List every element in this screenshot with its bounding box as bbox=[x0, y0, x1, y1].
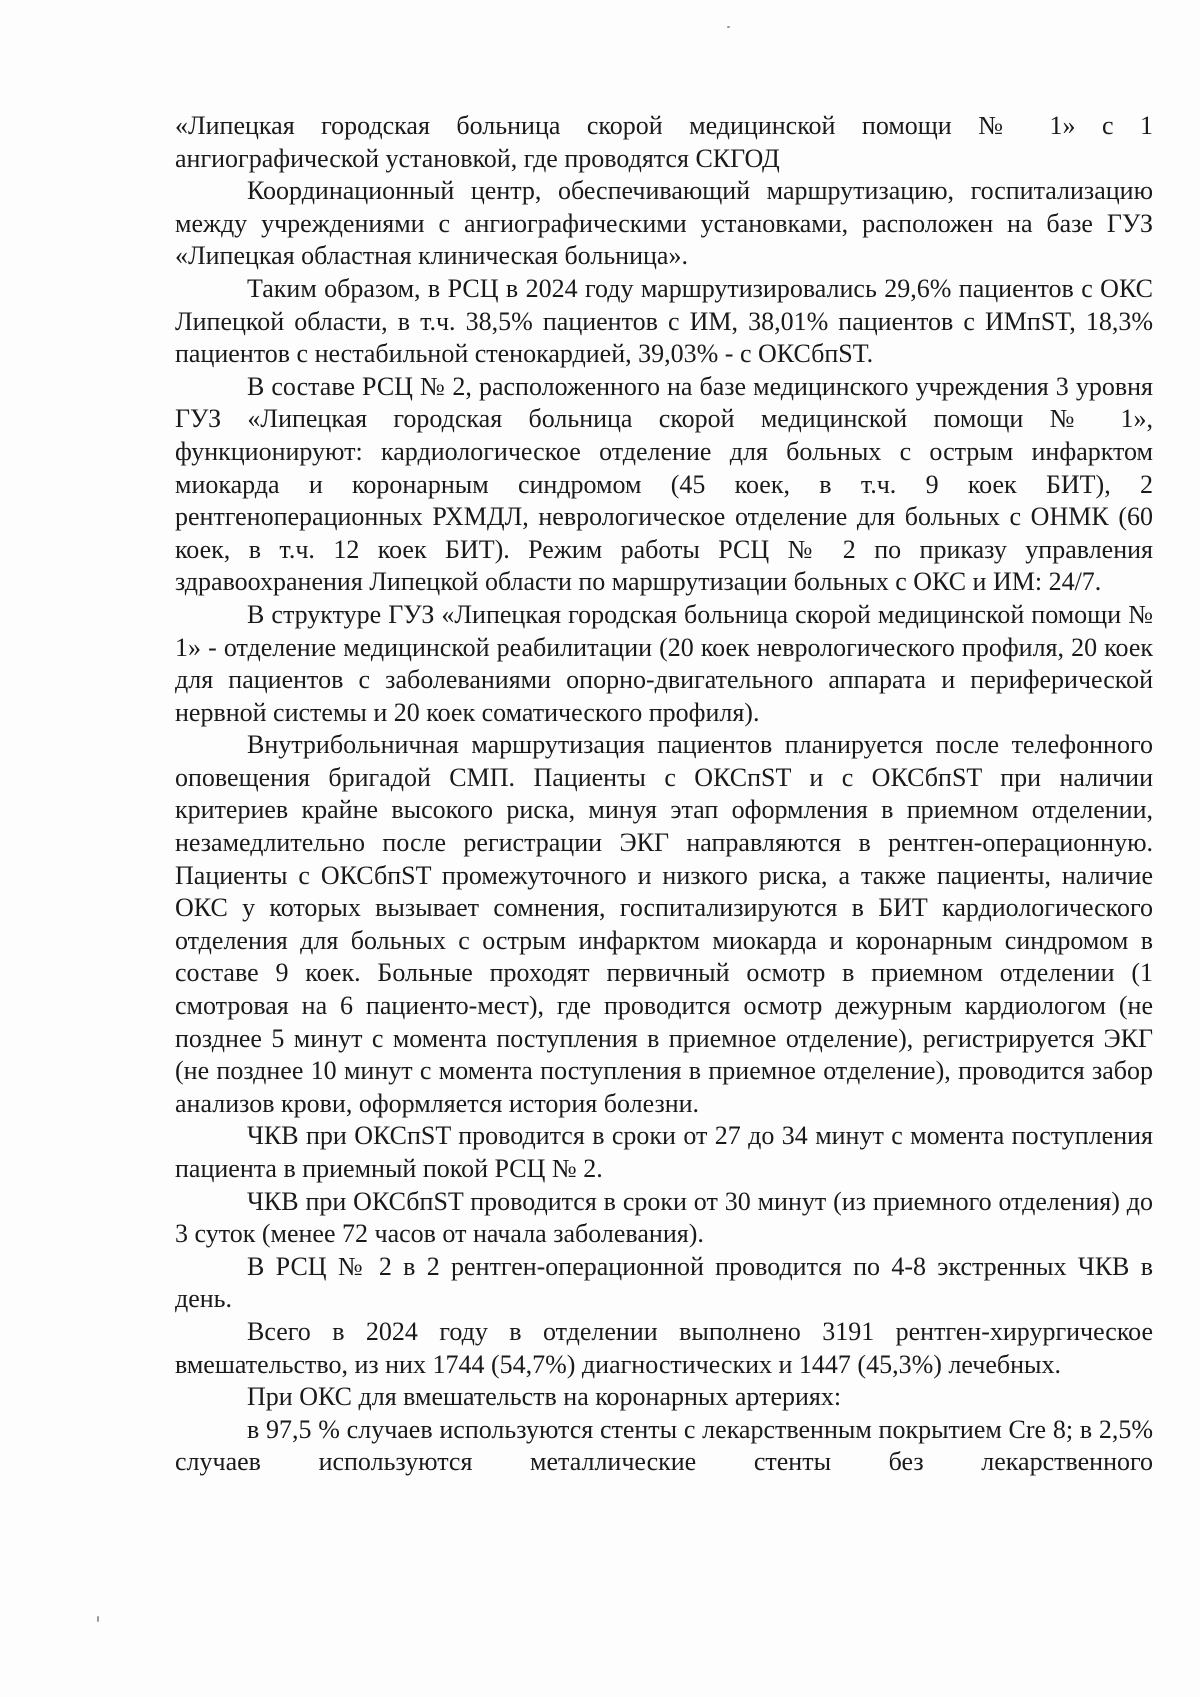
scan-speck bbox=[727, 26, 730, 28]
paragraph: Координационный центр, обеспечивающий маршрутизацию, госпитализацию между учреждениями с ангиографическими установками, расположен на базе ГУЗ «Липецкая областная клиническая больница». bbox=[175, 176, 1153, 271]
paragraph: ЧКВ при ОКСбпST проводится в сроки от 30 минут (из приемного отделения) до 3 суток (менее 72 часов от начала заболевания). bbox=[175, 1186, 1153, 1249]
paragraph: В составе РСЦ № 2, расположенного на базе медицинского учреждения 3 уровня ГУЗ «Липецкая городская больница скорой медицинской помощи № 1», функционируют: кардиологическое отделение для больных с острым инфарктом миокарда и коронарным синдромом (45 коек, в т.ч. 9 коек БИТ), 2 рентгеноперационных РХМДЛ, неврологическое отделение для больных с ОНМК (60 коек, в т.ч. 12 коек БИТ). Режим работы РСЦ № 2 по приказу управления здравоохранения Липецкой области по маршрутизации больных с ОКС и ИМ: 24/7. bbox=[175, 371, 1153, 597]
paragraph: «Липецкая городская больница скорой медицинской помощи № 1» с 1 ангиографической установкой, где проводятся СКГОД bbox=[175, 111, 1153, 173]
scan-speck bbox=[97, 1616, 99, 1622]
document-body bbox=[175, 110, 1153, 1479]
paragraph: Внутрибольничная маршрутизация пациентов планируется после телефонного оповещения бригадой СМП. Пациенты с ОКСпST и с ОКСбпST при наличии критериев крайне высокого риска, минуя этап оформления в приемном отделении, незамедлительно после регистрации ЭКГ направляются в рентген-операционную. Пациенты с ОКСбпST промежуточного и низкого риска, а также пациенты, наличие ОКС у которых вызывает сомнения, госпитализируются в БИТ кардиологического отделения для больных с острым инфарктом миокарда и коронарным синдромом в составе 9 коек. Больные проходят первичный осмотр в приемном отделении (1 смотровая на 6 пациенто-мест), где проводится осмотр дежурным кардиологом (не позднее 5 минут с момента поступления в приемное отделение), регистрируется ЭКГ (не позднее 10 минут с момента поступления в приемное отделение), проводится забор анализов крови, оформляется история болезни. bbox=[175, 730, 1153, 1118]
paragraph: В структуре ГУЗ «Липецкая городская больница скорой медицинской помощи № 1» - отделение медицинской реабилитации (20 коек неврологического профиля, 20 коек для пациентов с заболеваниями опорно-двигательного аппарата и периферической нервной системы и 20 коек соматического профиля). bbox=[175, 599, 1153, 727]
paragraph: ЧКВ при ОКСпST проводится в сроки от 27 до 34 минут с момента поступления пациента в приемный покой РСЦ № 2. bbox=[175, 1121, 1153, 1183]
paragraph: в 97,5 % случаев используются стенты с лекарственным покрытием Cre 8; в 2,5% случаев используются металлические стенты без лекарственного bbox=[175, 1414, 1153, 1477]
paragraph: В РСЦ № 2 в 2 рентген-операционной проводится по 4-8 экстренных ЧКВ в день. bbox=[175, 1251, 1153, 1314]
paragraph: При ОКС для вмешательств на коронарных артериях: bbox=[247, 1382, 842, 1412]
paragraph: Таким образом, в РСЦ в 2024 году маршрутизировались 29,6% пациентов с ОКС Липецкой области, в т.ч. 38,5% пациентов с ИМ, 38,01% пациентов с ИМпST, 18,3% пациентов с нестабильной стенокардией, 39,03% - с ОКСбпST. bbox=[175, 273, 1153, 369]
paragraph: Всего в 2024 году в отделении выполнено 3191 рентген-хирургическое вмешательство, из них 1744 (54,7%) диагностических и 1447 (45,3%) лечебных. bbox=[175, 1316, 1153, 1379]
